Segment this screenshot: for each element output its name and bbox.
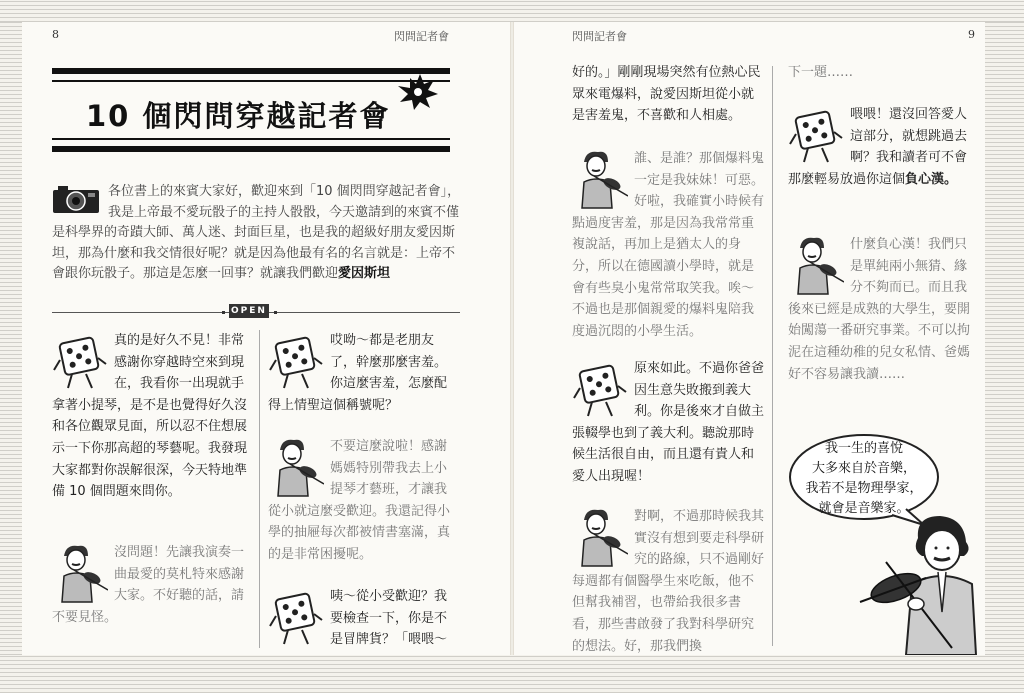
dialogue-text: 喂喂！還沒回答愛人這部分，就想跳過去啊？我和讀者可不會那麼輕易放過你這個 [788, 107, 968, 187]
dialogue-block [268, 586, 458, 651]
quote-line: 我一生的喜悅 [824, 441, 903, 456]
title-banner [52, 68, 450, 152]
dialogue-block [572, 148, 764, 342]
dialogue-block [52, 330, 248, 503]
quote-line: 就會是音樂家。 [818, 501, 910, 516]
dice-mascot-icon [788, 104, 844, 166]
divider-dot [222, 311, 225, 314]
dialogue-block [788, 62, 978, 84]
ink-splat-icon [396, 72, 440, 112]
dialogue-text: 咦～從小受歡迎？我要檢查一下，你是不是冒牌貨？「喂喂～ [330, 589, 448, 648]
dialogue-text: 沒問題！先讓我演奏一曲最愛的莫札特來感謝大家。不好聽的話，請不要見怪。 [52, 545, 245, 625]
einstein-violin-icon [572, 506, 628, 568]
dialogue-text: 下一題…… [788, 65, 854, 80]
guest-name: 愛因斯坦 [338, 266, 391, 281]
dialogue-block [572, 358, 764, 488]
dialogue-text: 對啊，不過那時候我其實沒有想到要走科學研究的路線，只不過剛好每週都有個醫學生來吃飯，他不但幫我補習，也帶給我很多書看，那些書啟發了我對科學研究的想法。好，那我們換 [572, 509, 765, 654]
dialogue-text: 誰、是誰？那個爆料鬼一定是我妹妹！可惡。好啦，我確實小時候有點過度害羞，那是因為我常常重複說話，再加上是猶太人的身分，所以在德國讀小學時，就是會有些臭小鬼常常取笑我。唉～不過也是那個親愛的爆料鬼陪我度過沉悶的小學生活。 [572, 151, 765, 339]
dialogue-text: 原來如此。不過你爸爸因生意失敗搬到義大利。你是後來才自做主張輟學也到了義大利。聽說那時候生活很自由，而且還有貴人和愛人出現喔！ [572, 361, 765, 484]
running-header-right: 閃問記者會 [572, 30, 627, 43]
dialogue-block [788, 104, 978, 190]
open-badge: OPEN [229, 304, 269, 318]
intro-paragraph [52, 182, 462, 285]
newspaper-border-left [0, 22, 22, 655]
dice-mascot-icon [268, 330, 324, 392]
einstein-violin-icon [788, 234, 844, 296]
einstein-violin-icon [268, 436, 324, 498]
dialogue-tail: 負心漢。 [905, 171, 958, 187]
page-title: 10 個閃問穿越記者會 [86, 99, 391, 133]
intro-text: 各位書上的來賓大家好，歡迎來到「10 個閃問穿越記者會」，我是上帝最不愛玩骰子的主持人骰骰，今天邀請到的來賓不僅是科學界的奇蹟大師、萬人迷、封面巨星，也是我的超級好朋友愛因斯坦，那為什麼和我交情很好呢？就是因為他最有名的名言就是：上帝不會跟你玩骰子。那這是怎麼一回事？就讓我們歡迎 [52, 184, 461, 281]
dice-mascot-icon [268, 586, 324, 648]
dialogue-block [572, 506, 764, 657]
page-number-right: 9 [968, 28, 975, 41]
dialogue-text: 哎呦～都是老朋友了，幹麼那麼害羞。你這麼害羞，怎麼配得上情聖這個稱號呢？ [268, 333, 448, 413]
dialogue-block [268, 436, 458, 566]
dialogue-block [52, 542, 248, 628]
quote-text [788, 439, 940, 519]
dialogue-text: 什麼負心漢！我們只是單純兩小無猜、緣分不夠而已。而且我後來已經是成熟的大學生，要開始闖蕩一番研究事業。不可以拘泥在這種幼稚的兒女私情、爸媽好不容易讓我讀…… [788, 237, 971, 382]
newspaper-border-top [0, 0, 1024, 22]
quote-line: 我若不是物理學家， [805, 481, 923, 496]
book-gutter [510, 22, 514, 655]
column-divider-left [259, 330, 260, 648]
newspaper-border-right [985, 22, 1024, 655]
dialogue-text: 不要這麼說啦！感謝媽媽特別帶我去上小提琴才藝班，才讓我從小就這麼受歡迎。我還記得小學的抽屜每次都被情書塞滿，真的是非常困擾呢。 [268, 439, 451, 562]
einstein-violin-icon [572, 148, 628, 210]
dialogue-block [268, 330, 458, 416]
running-header-left: 閃問記者會 [394, 30, 449, 43]
dice-mascot-icon [52, 330, 108, 392]
dialogue-text: 好的。」剛剛現場突然有位熱心民眾來電爆料，說愛因斯坦從小就是害羞鬼，不喜歡和人相處。 [572, 65, 761, 124]
divider-dot [274, 311, 277, 314]
dialogue-text: 真的是好久不見！非常感謝你穿越時空來到現在，我看你一出現就手拿著小提琴，是不是也覺得好久沒和各位觀眾見面，所以忍不住想展示一下你那高超的琴藝呢。我發現大家都對你誤解很深，今天特地準備 10 個問題來問你。 [52, 333, 248, 500]
newspaper-border-bottom [0, 655, 1024, 693]
dialogue-block [788, 234, 978, 385]
dialogue-block [572, 62, 764, 127]
camera-icon [52, 184, 100, 214]
einstein-violin-icon [52, 542, 108, 604]
einstein-violin-illustration [856, 512, 978, 655]
column-divider-right [772, 66, 773, 646]
dice-mascot-icon [572, 358, 628, 420]
page-number-left: 8 [52, 28, 59, 41]
quote-line: 大多來自於音樂， [811, 461, 916, 476]
